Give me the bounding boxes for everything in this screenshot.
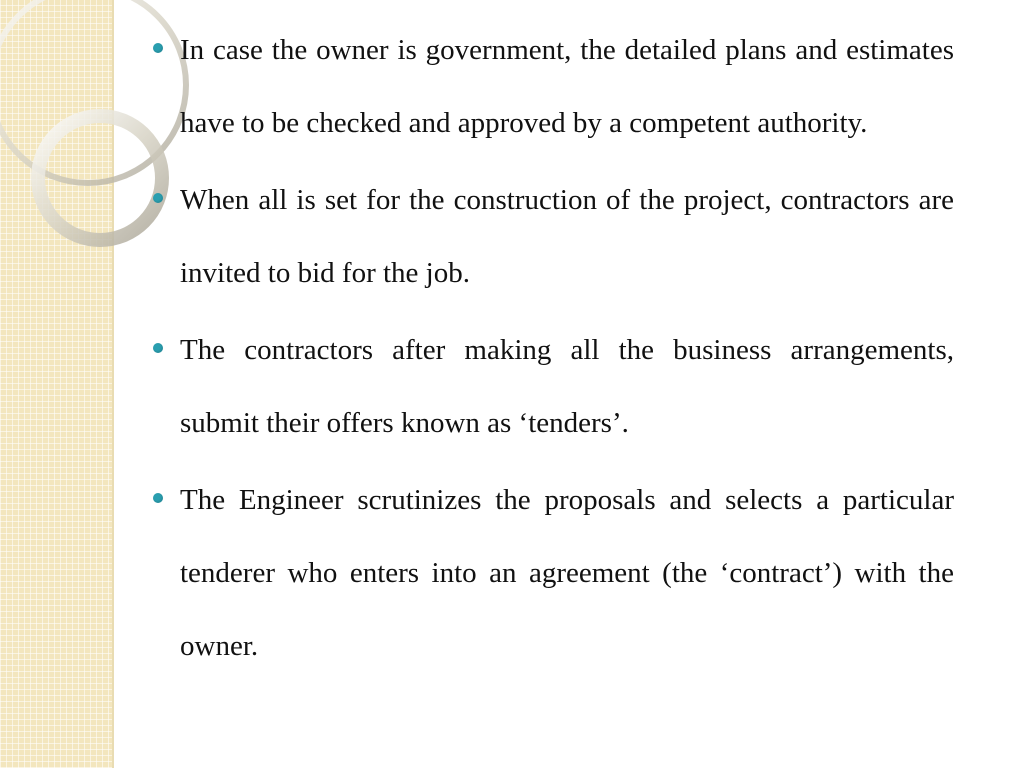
bullet-dot-icon <box>153 193 163 203</box>
bullet-dot-icon <box>153 343 163 353</box>
bullet-dot-icon <box>153 493 163 503</box>
bullet-item <box>148 314 954 460</box>
bullet-list <box>148 14 954 683</box>
content-area <box>148 14 954 687</box>
bullet-text: The Engineer scrutinizes the proposals and selects a particular tenderer who enters into an agreement (the ‘contract’) with the owner. <box>180 484 954 662</box>
bullet-text: When all is set for the construction of the project, contractors are invited to bid for the job. <box>180 184 954 289</box>
bullet-text: In case the owner is government, the detailed plans and estimates have to be checked and approved by a competent authority. <box>180 34 954 139</box>
bullet-text: The contractors after making all the business arrangements, submit their offers known as ‘tenders’. <box>180 334 954 439</box>
bullet-dot-icon <box>153 43 163 53</box>
bullet-item <box>148 14 954 160</box>
bullet-item <box>148 464 954 683</box>
bullet-item <box>148 164 954 310</box>
